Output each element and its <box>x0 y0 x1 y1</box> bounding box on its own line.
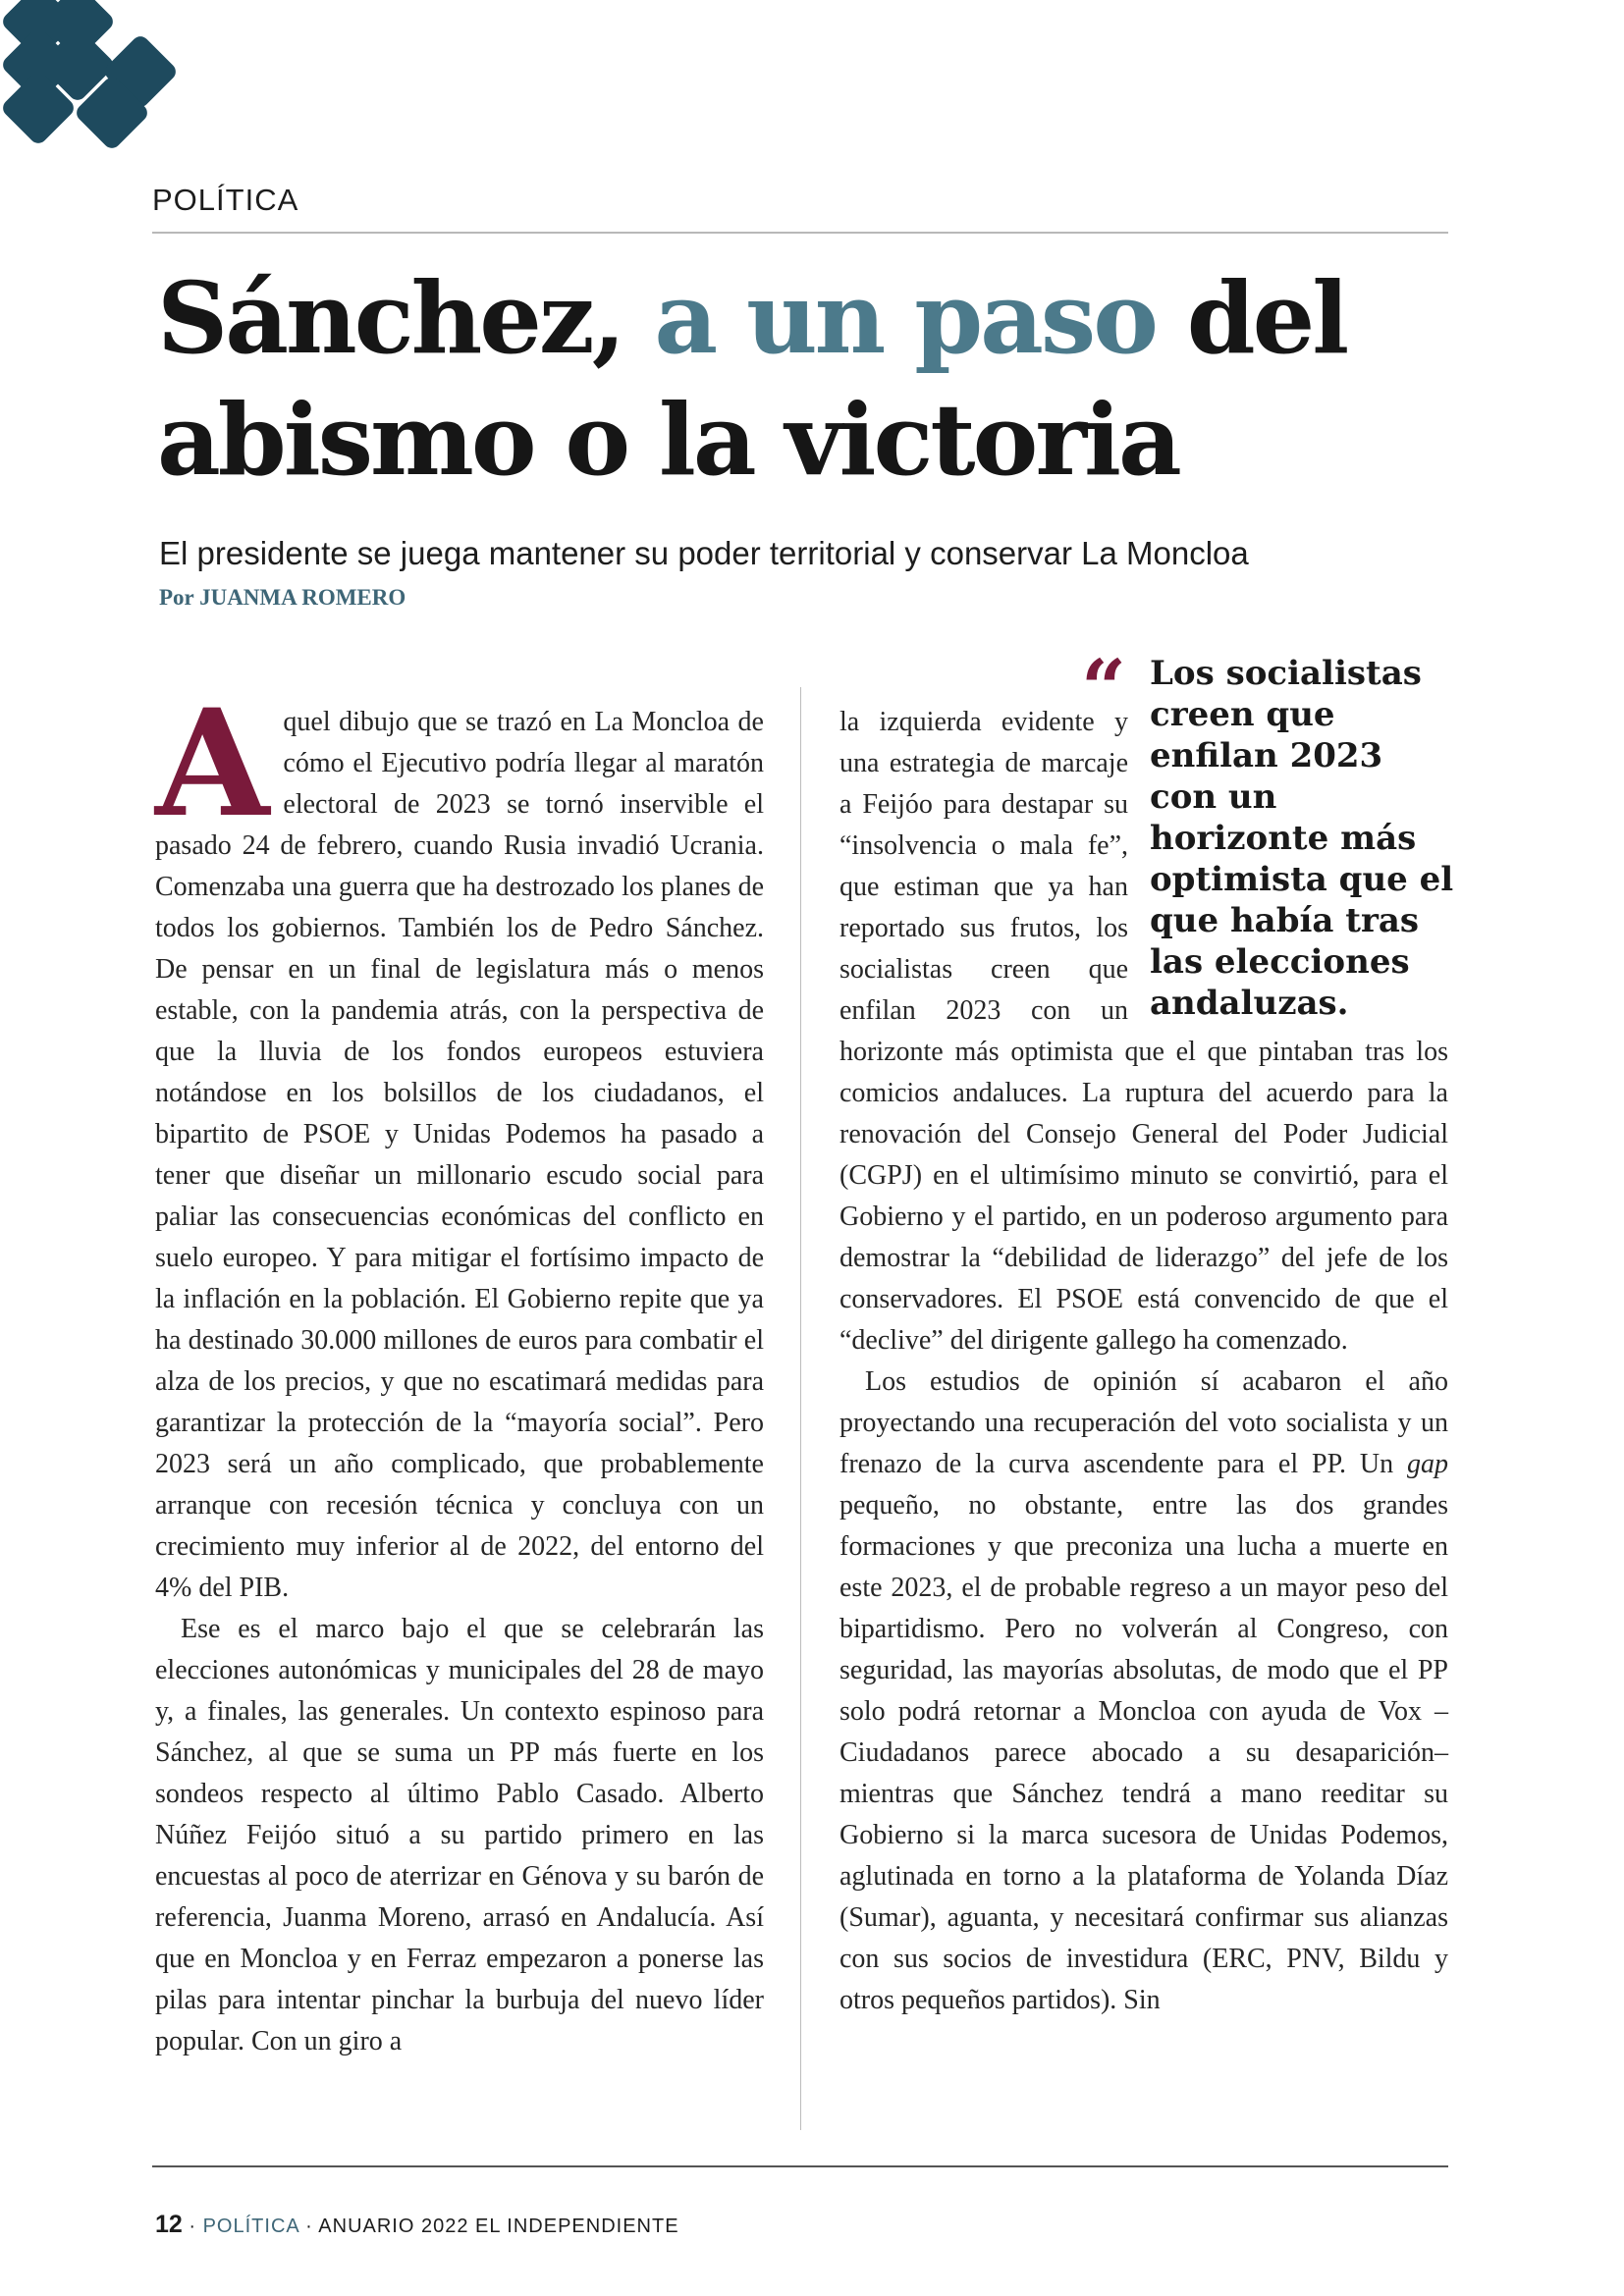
footer-section: POLÍTICA <box>202 2216 299 2237</box>
pull-quote-text: Los socialistas creen que enfilan 2023 con un horizonte más optimista que el que había tras las elecciones andaluzas. <box>1150 654 1454 1023</box>
byline: Por JUANMA ROMERO <box>159 585 406 610</box>
section-label: POLÍTICA <box>152 183 299 217</box>
body-paragraph: la izquierda evidente y una estrategia de marcaje a Feijóo para destapar su “insolvencia o mala fe”, que estiman que ya han reportado sus frutos, los socialistas creen que enfilan 2023 con un horizonte más optimista que el que pintaban tras los comicios andaluces. La ruptura del acuerdo para la renovación del Consejo General del Poder Judicial (CGPJ) en el ultimísimo minuto se convirtió, para el Gobierno y el partido, en un poderoso argumento para demostrar la “debilidad de liderazgo” del jefe de los conservadores. El PSOE está convencido de que el “declive” del dirigente gallego ha comenzado. <box>839 707 1448 1356</box>
paragraph-text: quel dibujo que se trazó en La Moncloa de cómo el Ejecutivo podría llegar al maratón electoral de 2023 se tornó inservible el pasado 24 de febrero, cuando Rusia invadió Ucrania. Comenzaba una guerra que ha destrozado los planes de todos los gobiernos. También los de Pedro Sánchez. De pensar en un final de legislatura más o menos estable, con la pandemia atrás, con la perspectiva de que la lluvia de los fondos europeos estuviera notándose en los bolsillos de los ciudadanos, el bipartito de PSOE y Unidas Podemos ha pasado a tener que diseñar un millonario escudo social para paliar las consecuencias económicas del conflicto en suelo europeo. Y para mitigar el fortísimo impacto de la inflación en la población. El Gobierno repite que ya ha destinado 30.000 millones de euros para combatir el alza de los precios, y que no escatimará medidas para garantizar la protección de la “mayoría social”. Pero 2023 será un año complicado, que probablemente arranque con recesión técnica y concluya con un crecimiento muy inferior al de 2022, del entorno del 4% del PIB. <box>155 707 764 1603</box>
article-column-left <box>155 677 764 2062</box>
body-paragraph: Ese es el marco bajo el que se celebrarán las elecciones autonómicas y municipales del 28 de mayo y, a finales, las generales. Un contexto espinoso para Sánchez, al que se suma un PP más fuerte en los sondeos respecto al último Pablo Casado. Alberto Núñez Feijóo situó a su partido primero en las encuestas al poco de aterrizar en Génova y su barón de referencia, Juanma Moreno, arrasó en Andalucía. Así que en Moncloa y en Ferraz empezaron a ponerse las pilas para intentar pinchar la burbuja del nuevo líder popular. Con un giro a <box>155 1614 764 2056</box>
footer-publication: ANUARIO 2022 EL INDEPENDIENTE <box>318 2216 679 2237</box>
headline <box>157 257 1434 501</box>
top-divider <box>152 232 1448 234</box>
pull-quote <box>1081 642 1454 1024</box>
drop-cap: A <box>155 677 270 850</box>
quote-mark-icon: “ <box>1081 642 1127 734</box>
headline-part-2: del abismo o la victoria <box>157 260 1347 498</box>
headline-part-1: Sánchez, <box>157 260 655 376</box>
footer-separator: · <box>298 2216 319 2237</box>
body-paragraph <box>839 1362 1448 2021</box>
article-column-right <box>839 642 1454 2021</box>
footer-separator: · <box>182 2216 203 2237</box>
diamond-grid-logo <box>0 0 196 157</box>
paragraph-text: pequeño, no obstante, entre las dos grandes formaciones y que preconiza una lucha a muerte en este 2023, el de probable regreso a un mayor peso del bipartidismo. Pero no volverán al Congreso, con seguridad, las mayorías absolutas, de modo que el PP solo podrá retornar a Moncloa con ayuda de Vox –Ciudadanos parece abocado a su desaparición– mientras que Sánchez tendrá a mano reeditar su Gobierno si la marca sucesora de Unidas Podemos, aglutinada en torno a la plataforma de Yolanda Díaz (Sumar), aguanta, y necesitará confirmar sus alianzas con sus socios de investidura (ERC, PNV, Bildu y otros pequeños partidos). Sin <box>839 1490 1448 2015</box>
headline-highlight: a un paso <box>654 260 1156 376</box>
body-paragraph <box>155 677 764 1609</box>
page-footer <box>155 2211 679 2239</box>
bottom-divider <box>152 2165 1448 2167</box>
page-number: 12 <box>155 2211 183 2238</box>
column-divider <box>800 687 801 2130</box>
paragraph-text: Los estudios de opinión sí acabaron el año proyectando una recuperación del voto socialista y un frenazo de la curva ascendente para el PP. Un <box>839 1366 1448 1479</box>
italic-term: gap <box>1407 1449 1448 1479</box>
subtitle: El presidente se juega mantener su poder territorial y conservar La Moncloa <box>159 535 1249 571</box>
